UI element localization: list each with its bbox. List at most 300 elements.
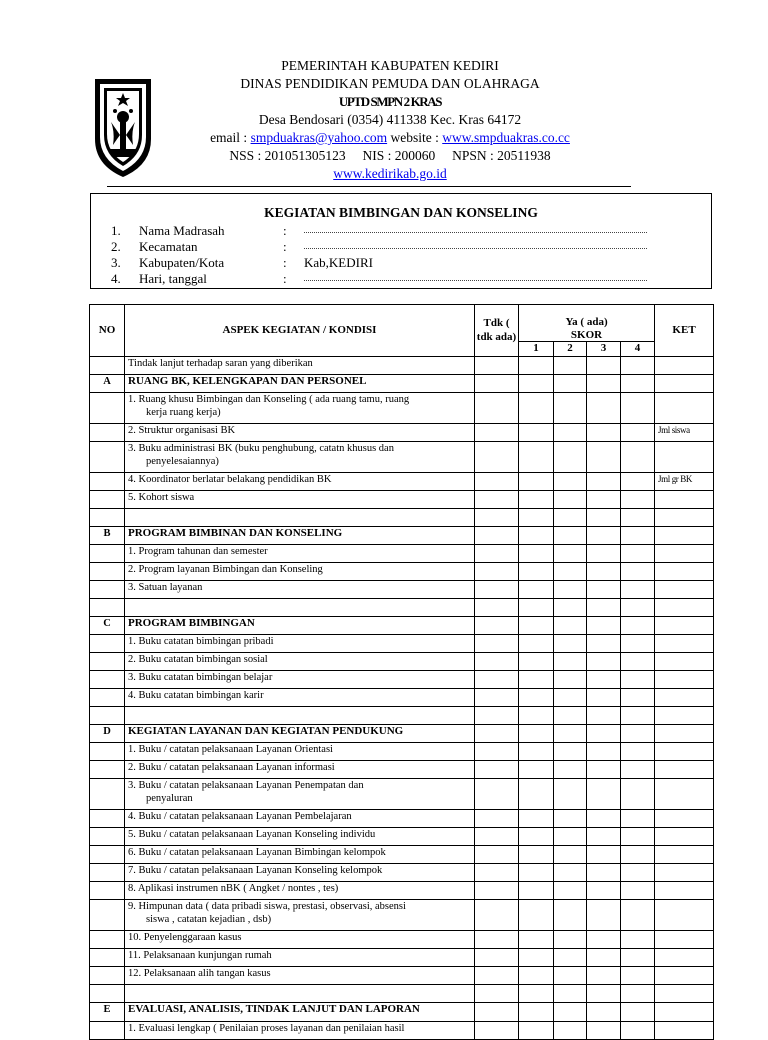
aspect-cell [125, 508, 475, 526]
ket-cell[interactable] [655, 616, 714, 634]
email-label: email : [210, 130, 251, 145]
aspect-text: 4. Buku / catatan pelaksanaan Layanan Pembelajaran [128, 810, 352, 822]
ket-cell[interactable] [655, 634, 714, 652]
score-1-cell[interactable] [519, 881, 554, 899]
score-4-cell[interactable] [621, 966, 655, 984]
row-number-cell [90, 423, 125, 441]
score-1-cell[interactable] [519, 392, 554, 423]
score-1-cell[interactable] [519, 899, 554, 930]
tdk-cell[interactable] [475, 809, 519, 827]
table-row [90, 356, 714, 374]
score-1-cell[interactable] [519, 706, 554, 724]
score-3-cell[interactable] [587, 809, 621, 827]
score-4-cell[interactable] [621, 670, 655, 688]
ket-cell[interactable] [655, 863, 714, 881]
aspect-text: 4. Koordinator berlatar belakang pendidikan BK [128, 473, 332, 485]
score-3-cell[interactable] [587, 706, 621, 724]
score-1-cell[interactable] [519, 863, 554, 881]
ket-cell[interactable] [655, 809, 714, 827]
row-number-cell [90, 706, 125, 724]
score-2-cell[interactable] [554, 490, 587, 508]
score-3-cell[interactable] [587, 760, 621, 778]
score-2-cell[interactable] [554, 845, 587, 863]
tdk-cell[interactable] [475, 706, 519, 724]
score-2-cell[interactable] [554, 724, 587, 742]
score-3-cell[interactable] [587, 598, 621, 616]
tdk-cell[interactable] [475, 490, 519, 508]
score-2-cell[interactable] [554, 562, 587, 580]
score-2-cell[interactable] [554, 742, 587, 760]
score-3-cell[interactable] [587, 562, 621, 580]
score-3-cell[interactable] [587, 490, 621, 508]
tdk-cell[interactable] [475, 966, 519, 984]
score-2-cell[interactable] [554, 508, 587, 526]
score-2-cell[interactable] [554, 966, 587, 984]
score-2-cell[interactable] [554, 863, 587, 881]
score-1-cell[interactable] [519, 598, 554, 616]
ket-cell[interactable] [655, 778, 714, 809]
tdk-cell[interactable] [475, 441, 519, 472]
ket-cell[interactable] [655, 652, 714, 670]
aspect-text: 6. Buku / catatan pelaksanaan Layanan Bimbingan kelompok [128, 846, 386, 858]
score-2-cell[interactable] [554, 706, 587, 724]
blank-row [90, 984, 714, 1002]
score-4-cell[interactable] [621, 724, 655, 742]
ket-cell[interactable]: Jml siswa [655, 423, 714, 441]
score-3-cell[interactable] [587, 616, 621, 634]
score-1-cell[interactable] [519, 688, 554, 706]
ket-cell[interactable] [655, 562, 714, 580]
blank-row [90, 598, 714, 616]
aspect-cell [125, 778, 475, 809]
row-number-cell: B [90, 526, 125, 544]
score-2-cell[interactable] [554, 881, 587, 899]
score-2-cell[interactable] [554, 544, 587, 562]
score-1-cell[interactable] [519, 490, 554, 508]
info-field-kabupaten[interactable] [111, 255, 373, 271]
header-aspect: ASPEK KEGIATAN / KONDISI [125, 305, 475, 357]
score-4-cell[interactable] [621, 881, 655, 899]
tdk-cell[interactable] [475, 580, 519, 598]
score-2-cell[interactable] [554, 827, 587, 845]
letterhead [175, 57, 605, 183]
aspect-cell [125, 760, 475, 778]
score-2-cell[interactable] [554, 984, 587, 1002]
score-1-cell[interactable] [519, 966, 554, 984]
ket-cell[interactable] [655, 508, 714, 526]
score-4-cell[interactable] [621, 392, 655, 423]
score-3-cell[interactable] [587, 863, 621, 881]
tdk-cell[interactable] [475, 688, 519, 706]
score-2-cell[interactable] [554, 616, 587, 634]
score-3-cell[interactable] [587, 724, 621, 742]
score-2-cell[interactable] [554, 374, 587, 392]
score-4-cell[interactable] [621, 742, 655, 760]
score-4-cell[interactable] [621, 984, 655, 1002]
ket-cell[interactable] [655, 984, 714, 1002]
aspect-text: 10. Penyelenggaraan kasus [128, 931, 242, 943]
score-3-cell[interactable] [587, 688, 621, 706]
tdk-cell[interactable] [475, 863, 519, 881]
table-row [90, 760, 714, 778]
tdk-cell[interactable] [475, 356, 519, 374]
score-4-cell[interactable] [621, 760, 655, 778]
table-row [90, 490, 714, 508]
tdk-cell[interactable] [475, 472, 519, 490]
tdk-cell[interactable] [475, 724, 519, 742]
row-number-cell [90, 930, 125, 948]
aspect-cell [125, 724, 475, 742]
score-1-cell[interactable] [519, 356, 554, 374]
ket-cell[interactable] [655, 827, 714, 845]
field-colon: : [283, 223, 287, 238]
tdk-cell[interactable] [475, 948, 519, 966]
score-3-cell[interactable] [587, 423, 621, 441]
score-3-cell[interactable] [587, 930, 621, 948]
aspect-cell [125, 472, 475, 490]
ket-cell[interactable] [655, 688, 714, 706]
score-4-cell[interactable] [621, 634, 655, 652]
score-2-cell[interactable] [554, 760, 587, 778]
aspect-cell [125, 863, 475, 881]
score-3-cell[interactable] [587, 441, 621, 472]
score-1-cell[interactable] [519, 930, 554, 948]
score-2-cell[interactable] [554, 356, 587, 374]
aspect-text: 3. Buku catatan bimbingan belajar [128, 671, 273, 683]
ket-cell[interactable] [655, 1002, 714, 1021]
ket-cell[interactable] [655, 742, 714, 760]
score-4-cell[interactable] [621, 508, 655, 526]
ket-cell[interactable] [655, 356, 714, 374]
score-4-cell[interactable] [621, 930, 655, 948]
score-1-cell[interactable] [519, 374, 554, 392]
tdk-cell[interactable] [475, 984, 519, 1002]
score-4-cell[interactable] [621, 845, 655, 863]
score-4-cell[interactable] [621, 809, 655, 827]
field-number: 4. [111, 271, 121, 286]
score-3-cell[interactable] [587, 966, 621, 984]
score-4-cell[interactable] [621, 580, 655, 598]
score-4-cell[interactable] [621, 778, 655, 809]
score-1-cell[interactable] [519, 724, 554, 742]
aspect-cell [125, 490, 475, 508]
ket-cell[interactable] [655, 526, 714, 544]
score-3-cell[interactable] [587, 526, 621, 544]
score-1-cell[interactable] [519, 441, 554, 472]
score-1-cell[interactable] [519, 827, 554, 845]
score-4-cell[interactable] [621, 1002, 655, 1021]
score-2-cell[interactable] [554, 652, 587, 670]
tdk-cell[interactable] [475, 827, 519, 845]
tdk-cell[interactable] [475, 899, 519, 930]
score-3-cell[interactable] [587, 374, 621, 392]
score-3-cell[interactable] [587, 634, 621, 652]
tdk-cell[interactable] [475, 392, 519, 423]
aspect-text-continuation: kerja ruang kerja) [146, 406, 221, 418]
aspect-text-continuation: penyelesaiannya) [146, 455, 219, 467]
ket-cell[interactable] [655, 845, 714, 863]
tdk-cell[interactable] [475, 598, 519, 616]
aspect-text-continuation: penyaluran [146, 792, 193, 804]
score-3-cell[interactable] [587, 827, 621, 845]
section-row [90, 1002, 714, 1021]
score-4-cell[interactable] [621, 899, 655, 930]
ket-cell[interactable] [655, 966, 714, 984]
score-2-cell[interactable] [554, 526, 587, 544]
row-number-cell [90, 508, 125, 526]
score-3-cell[interactable] [587, 472, 621, 490]
score-1-cell[interactable] [519, 526, 554, 544]
score-4-cell[interactable] [621, 616, 655, 634]
score-2-cell[interactable] [554, 423, 587, 441]
score-1-cell[interactable] [519, 508, 554, 526]
score-1-cell[interactable] [519, 634, 554, 652]
aspect-text: 3. Buku administrasi BK (buku penghubung, catatn khusus dan [128, 442, 394, 454]
score-1-cell[interactable] [519, 984, 554, 1002]
school-ids: NSS : 201051305123 NIS : 200060 NPSN : 20511938 [229, 148, 551, 163]
row-number-cell: A [90, 374, 125, 392]
score-3-cell[interactable] [587, 984, 621, 1002]
row-number-cell [90, 899, 125, 930]
tdk-cell[interactable] [475, 778, 519, 809]
score-2-cell[interactable] [554, 472, 587, 490]
tdk-cell[interactable] [475, 423, 519, 441]
gov-title: PEMERINTAH KABUPATEN KEDIRI [281, 58, 499, 73]
aspect-cell [125, 984, 475, 1002]
form-title: KEGIATAN BIMBINGAN DAN KONSELING [264, 205, 538, 220]
assessment-table [89, 304, 714, 1040]
website-link[interactable]: www.smpduakras.co.cc [442, 130, 570, 145]
aspect-text: 2. Struktur organisasi BK [128, 424, 236, 436]
score-1-cell[interactable] [519, 562, 554, 580]
score-2-cell[interactable] [554, 899, 587, 930]
aspect-cell [125, 809, 475, 827]
row-number-cell [90, 441, 125, 472]
aspect-text: 8. Aplikasi instrumen nBK ( Angket / nontes , tes) [128, 882, 339, 894]
score-2-cell[interactable] [554, 634, 587, 652]
header-score-4: 4 [621, 341, 655, 356]
info-field-kecamatan[interactable] [111, 239, 287, 255]
score-4-cell[interactable] [621, 706, 655, 724]
score-2-cell[interactable] [554, 598, 587, 616]
table-row [90, 930, 714, 948]
table-row [90, 423, 714, 441]
aspect-cell [125, 706, 475, 724]
ket-cell[interactable] [655, 392, 714, 423]
aspect-text: 1. Program tahunan dan semester [128, 545, 268, 557]
score-3-cell[interactable] [587, 845, 621, 863]
score-1-cell[interactable] [519, 472, 554, 490]
score-4-cell[interactable] [621, 374, 655, 392]
score-3-cell[interactable] [587, 508, 621, 526]
row-number-cell [90, 544, 125, 562]
aspect-text: 2. Program layanan Bimbingan dan Konseling [128, 563, 323, 575]
header-score-3: 3 [587, 341, 621, 356]
score-1-cell[interactable] [519, 760, 554, 778]
aspect-text: 1. Ruang khusu Bimbingan dan Konseling ( ada ruang tamu, ruang [128, 393, 410, 405]
tdk-cell[interactable] [475, 760, 519, 778]
score-1-cell[interactable] [519, 948, 554, 966]
score-4-cell[interactable] [621, 423, 655, 441]
tdk-cell[interactable] [475, 670, 519, 688]
aspect-cell [125, 423, 475, 441]
info-field-hari-tanggal[interactable] [111, 271, 287, 287]
row-number-cell: D [90, 724, 125, 742]
contact-line [175, 129, 605, 147]
score-2-cell[interactable] [554, 392, 587, 423]
header-ket: KET [655, 305, 714, 357]
score-4-cell[interactable] [621, 948, 655, 966]
score-1-cell[interactable] [519, 1002, 554, 1021]
score-2-cell[interactable] [554, 1002, 587, 1021]
score-4-cell[interactable] [621, 827, 655, 845]
score-3-cell[interactable] [587, 899, 621, 930]
ket-cell[interactable]: Jml gr BK [655, 472, 714, 490]
info-field-nama-madrasah[interactable] [111, 223, 287, 239]
ket-cell[interactable] [655, 441, 714, 472]
score-3-cell[interactable] [587, 356, 621, 374]
ket-cell[interactable] [655, 544, 714, 562]
score-2-cell[interactable] [554, 809, 587, 827]
score-1-cell[interactable] [519, 742, 554, 760]
tdk-cell[interactable] [475, 544, 519, 562]
score-4-cell[interactable] [621, 356, 655, 374]
row-number-cell [90, 356, 125, 374]
kab-website-link[interactable]: www.kedirikab.go.id [333, 166, 447, 181]
score-3-cell[interactable] [587, 580, 621, 598]
tdk-cell[interactable] [475, 845, 519, 863]
row-number-cell [90, 634, 125, 652]
tdk-cell[interactable] [475, 881, 519, 899]
score-4-cell[interactable] [621, 526, 655, 544]
field-blank-line[interactable] [304, 280, 647, 281]
row-number-cell [90, 778, 125, 809]
score-3-cell[interactable] [587, 881, 621, 899]
score-4-cell[interactable] [621, 863, 655, 881]
ket-cell[interactable] [655, 881, 714, 899]
score-4-cell[interactable] [621, 652, 655, 670]
row-number-cell [90, 966, 125, 984]
score-1-cell[interactable] [519, 809, 554, 827]
score-2-cell[interactable] [554, 441, 587, 472]
score-1-cell[interactable] [519, 580, 554, 598]
aspect-cell [125, 899, 475, 930]
score-3-cell[interactable] [587, 1002, 621, 1021]
table-row [90, 688, 714, 706]
score-3-cell[interactable] [587, 778, 621, 809]
score-3-cell[interactable] [587, 652, 621, 670]
tdk-cell[interactable] [475, 562, 519, 580]
header-score-1: 1 [519, 341, 554, 356]
score-1-cell[interactable] [519, 423, 554, 441]
table-body [90, 356, 714, 1039]
ket-cell[interactable] [655, 948, 714, 966]
table-row [90, 948, 714, 966]
score-4-cell[interactable] [621, 562, 655, 580]
score-2-cell[interactable] [554, 688, 587, 706]
field-blank-line[interactable] [304, 248, 647, 249]
field-blank-line[interactable] [304, 232, 647, 233]
aspect-text: 1. Buku / catatan pelaksanaan Layanan Orientasi [128, 743, 333, 755]
email-link[interactable]: smpduakras@yahoo.com [250, 130, 388, 145]
aspect-text-continuation: siswa , catatan kejadian , dsb) [146, 913, 272, 925]
score-4-cell[interactable] [621, 544, 655, 562]
aspect-cell [125, 652, 475, 670]
row-number-cell [90, 809, 125, 827]
score-3-cell[interactable] [587, 742, 621, 760]
aspect-text: PROGRAM BIMBINGAN [128, 616, 255, 629]
field-number: 2. [111, 239, 121, 254]
tdk-cell[interactable] [475, 634, 519, 652]
score-2-cell[interactable] [554, 580, 587, 598]
tdk-cell[interactable] [475, 374, 519, 392]
score-1-cell[interactable] [519, 652, 554, 670]
score-4-cell[interactable] [621, 441, 655, 472]
score-3-cell[interactable] [587, 392, 621, 423]
ket-cell[interactable] [655, 724, 714, 742]
aspect-text: PROGRAM BIMBINAN DAN KONSELING [128, 526, 343, 539]
score-1-cell[interactable] [519, 845, 554, 863]
tdk-cell[interactable] [475, 742, 519, 760]
tdk-cell[interactable] [475, 930, 519, 948]
aspect-text: 7. Buku / catatan pelaksanaan Layanan Konseling kelompok [128, 864, 383, 876]
tdk-cell[interactable] [475, 652, 519, 670]
field-label: Hari, tanggal [139, 271, 207, 286]
score-4-cell[interactable] [621, 472, 655, 490]
score-2-cell[interactable] [554, 948, 587, 966]
aspect-text: EVALUASI, ANALISIS, TINDAK LANJUT DAN LAPORAN [128, 1002, 420, 1015]
table-row [90, 634, 714, 652]
section-row [90, 724, 714, 742]
score-4-cell[interactable] [621, 490, 655, 508]
score-4-cell[interactable] [621, 688, 655, 706]
ket-cell[interactable] [655, 899, 714, 930]
aspect-cell [125, 392, 475, 423]
tdk-cell[interactable] [475, 616, 519, 634]
row-number-cell [90, 562, 125, 580]
field-colon: : [283, 271, 287, 286]
score-4-cell[interactable] [621, 598, 655, 616]
tdk-cell[interactable] [475, 508, 519, 526]
ket-cell[interactable] [655, 930, 714, 948]
score-3-cell[interactable] [587, 670, 621, 688]
aspect-text: 5. Kohort siswa [128, 491, 195, 503]
score-3-cell[interactable] [587, 948, 621, 966]
score-1-cell[interactable] [519, 778, 554, 809]
ket-cell[interactable] [655, 760, 714, 778]
aspect-cell [125, 742, 475, 760]
tdk-cell[interactable] [475, 1002, 519, 1021]
tdk-cell[interactable] [475, 526, 519, 544]
score-1-cell[interactable] [519, 670, 554, 688]
score-3-cell[interactable] [587, 544, 621, 562]
aspect-cell [125, 526, 475, 544]
score-2-cell[interactable] [554, 670, 587, 688]
score-2-cell[interactable] [554, 930, 587, 948]
score-1-cell[interactable] [519, 616, 554, 634]
table-row [90, 881, 714, 899]
score-1-cell[interactable] [519, 544, 554, 562]
ket-cell[interactable] [655, 670, 714, 688]
row-number-cell [90, 863, 125, 881]
ket-cell[interactable] [655, 598, 714, 616]
ket-cell[interactable] [655, 580, 714, 598]
ket-cell[interactable] [655, 706, 714, 724]
section-row [90, 616, 714, 634]
ket-cell[interactable] [655, 374, 714, 392]
score-2-cell[interactable] [554, 778, 587, 809]
ket-cell[interactable] [655, 490, 714, 508]
